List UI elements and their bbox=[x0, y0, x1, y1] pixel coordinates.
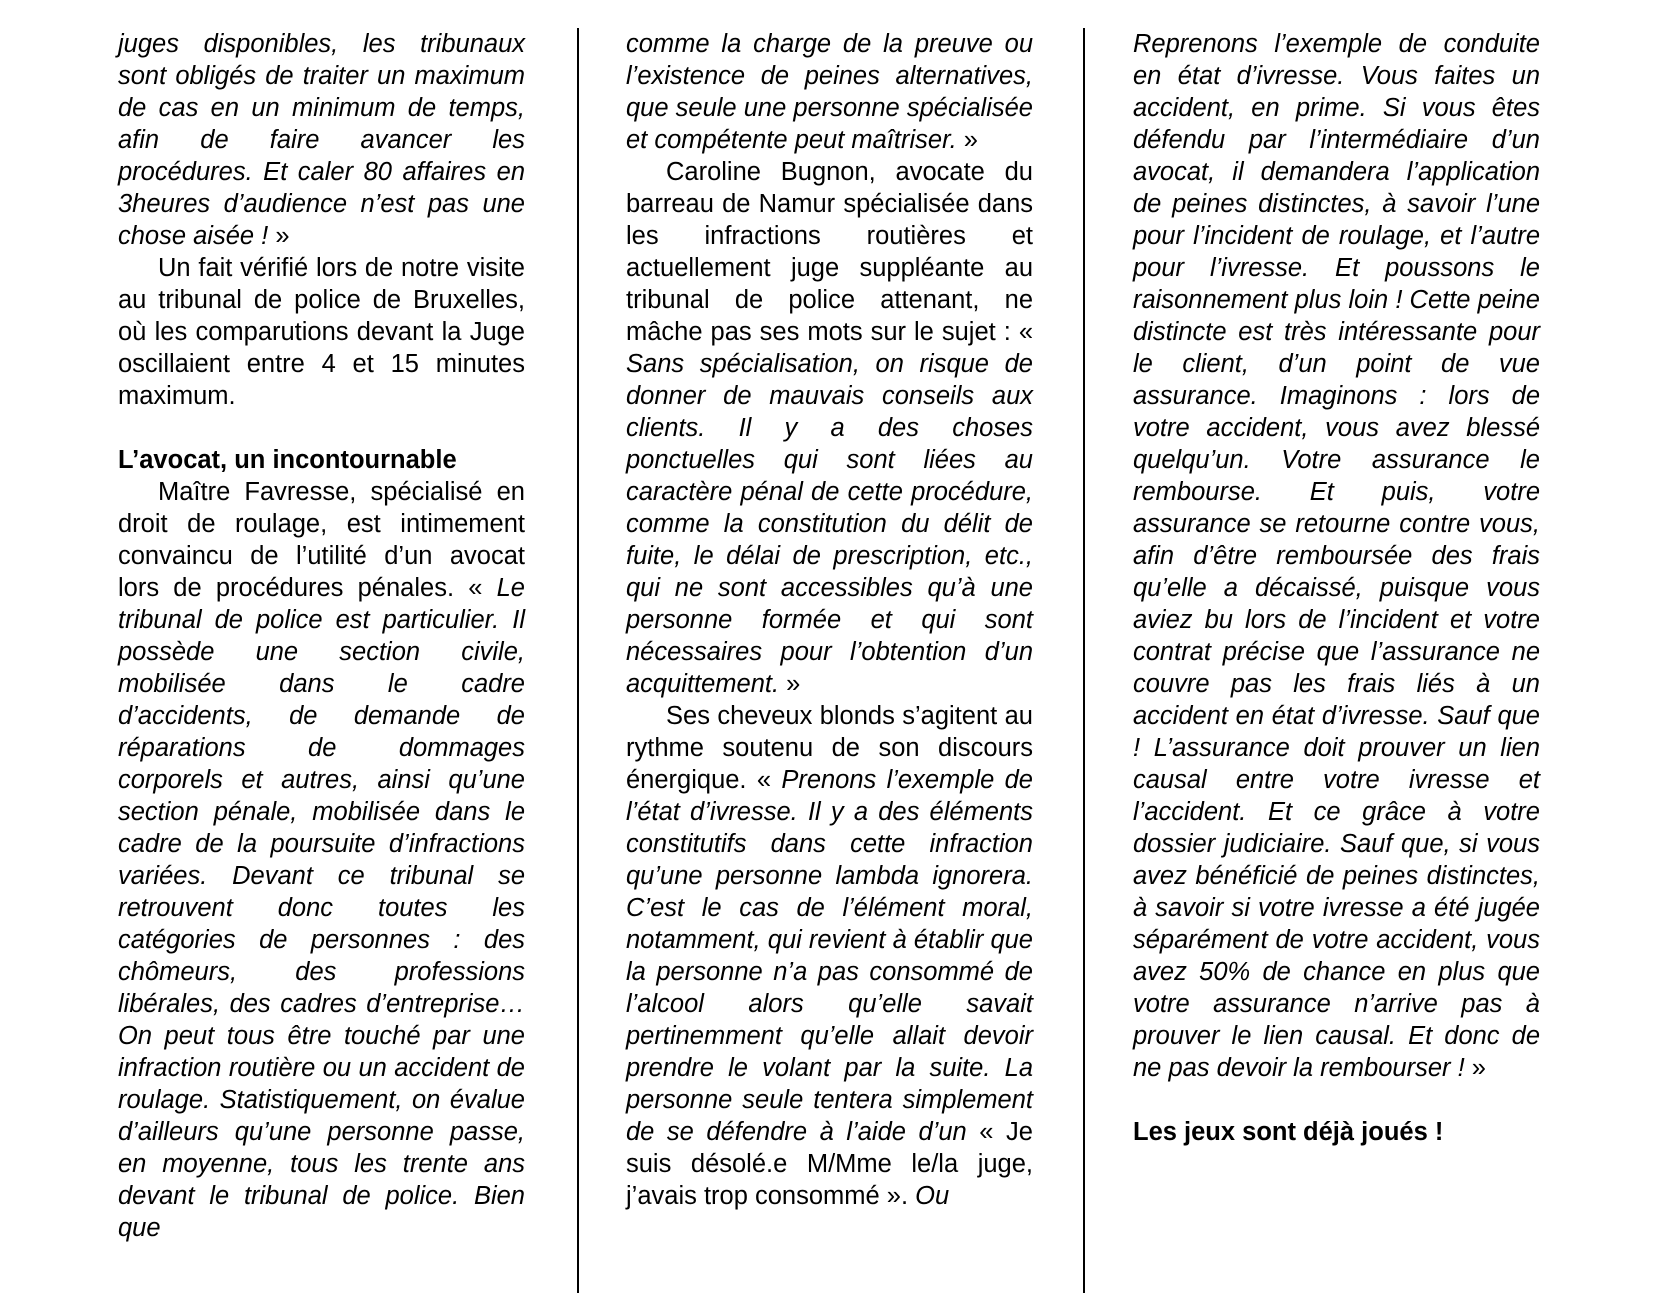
body-text: Maître Favresse, spécialisé en droit de roulage, est intimement convaincu de l’utilité d’un avocat lors de procédures pénales. « bbox=[118, 478, 525, 602]
column-1 bbox=[118, 28, 525, 1244]
paragraph bbox=[118, 28, 525, 252]
body-text: » bbox=[1464, 1054, 1486, 1082]
body-text: Un fait vérifié lors de notre visite au tribunal de police de Bruxelles, où les comparutions devant la Juge oscillaient entre 4 et 15 minutes maximum. bbox=[118, 254, 525, 410]
column-3 bbox=[1133, 28, 1540, 1148]
body-text: Ses cheveux blonds s’agitent au rythme soutenu de son discours énergique. « bbox=[626, 702, 1033, 794]
paragraph bbox=[118, 252, 525, 412]
quote-text: Reprenons l’exemple de conduite en état d’ivresse. Vous faites un accident, en prime. Si vous êtes défendu par l’intermédiaire d’un avocat, il demandera l’application de peines distinctes, à savoir l’une pour l’incident de roulage, et l’autre pour l’ivresse. Et poussons le raisonnement plus loin ! Cette peine distincte est très intéressante pour le client, d’un point de vue assurance. Imaginons : lors de votre accident, vous avez blessé quelqu’un. Votre assurance le rembourse. Et puis, votre assurance se retourne contre vous, afin d’être remboursée des frais qu’elle a décaissé, puisque vous aviez bu lors de l’incident et votre contrat précise que l’assurance ne couvre pas les frais liés à un accident en état d’ivresse. Sauf que ! L’assurance doit prouver un lien causal entre votre ivresse et l’accident. Et ce grâce à votre dossier judiciaire. Sauf que, si vous avez bénéficié de peines distinctes, à savoir si votre ivresse a été jugée séparément de votre accident, vous avez 50% de chance en plus que votre assurance n’arrive pas à prouver le lien causal. Et donc de ne pas devoir la rembourser ! bbox=[1133, 30, 1540, 1082]
paragraph-spacer bbox=[1133, 1084, 1540, 1116]
quote-text: comme la charge de la preuve ou l’existence de peines alternatives, que seule une personne spécialisée et compétente peut maîtriser. bbox=[626, 30, 1033, 154]
quote-text: Le tribunal de police est particulier. Il possède une section civile, mobilisée dans le cadre d’accidents, de demande de réparations de dommages corporels et autres, ainsi qu’une section pénale, mobilisée dans le cadre de la poursuite d’infractions variées. Devant ce tribunal se retrouvent donc toutes les catégories de personnes : des chômeurs, des professions libérales, des cadres d’entreprise… On peut tous être touché par une infraction routière ou un accident de roulage. Statistiquement, on évalue d’ailleurs qu’une personne passe, en moyenne, tous les trente ans devant le tribunal de police. Bien que bbox=[118, 574, 525, 1242]
paragraph bbox=[1133, 28, 1540, 1084]
column-2 bbox=[626, 28, 1033, 1212]
quote-text: Sans spécialisation, on risque de donner de mauvais conseils aux clients. Il y a des choses ponctuelles qui sont liées au caractère pénal de cette procédure, comme la constitution du délit de fuite, le délai de prescription, etc., qui ne sont accessibles qu’à une personne formée et qui sont nécessaires pour l’obtention d’un acquittement. bbox=[626, 350, 1033, 698]
body-text: « Je suis désolé.e M/Mme le/la juge, j’avais trop consommé ». bbox=[626, 1118, 1033, 1210]
section-heading: L’avocat, un incontournable bbox=[118, 446, 457, 474]
paragraph bbox=[626, 700, 1033, 1212]
section-heading: Les jeux sont déjà joués ! bbox=[1133, 1118, 1444, 1146]
column-divider bbox=[577, 28, 579, 1293]
quote-text: juges disponibles, les tribunaux sont obligés de traiter un maximum de cas en un minimum de temps, afin de faire avancer les procédures. Et caler 80 affaires en 3heures d’audience n’est pas une chose aisée ! bbox=[118, 30, 525, 250]
body-text: Caroline Bugnon, avocate du barreau de Namur spécialisée dans les infractions routières et actuellement juge suppléante au tribunal de police attenant, ne mâche pas ses mots sur le sujet : « bbox=[626, 158, 1033, 346]
quote-text: Ou bbox=[915, 1182, 950, 1210]
quote-text: Prenons l’exemple de l’état d’ivresse. Il y a des éléments constitutifs dans cette infraction qu’une personne lambda ignorera. C’est le cas de l’élément moral, notamment, qui revient à établir que la personne n’a pas consommé de l’alcool alors qu’elle savait pertinemment qu’elle allait devoir prendre le volant par la suite. La personne seule tentera simplement de se défendre à l’aide d’un bbox=[626, 766, 1033, 1146]
paragraph bbox=[118, 476, 525, 1244]
paragraph bbox=[626, 28, 1033, 156]
paragraph bbox=[626, 156, 1033, 700]
paragraph-spacer bbox=[118, 412, 525, 444]
body-text: » bbox=[956, 126, 978, 154]
body-text: » bbox=[268, 222, 290, 250]
body-text: » bbox=[779, 670, 801, 698]
column-divider bbox=[1083, 28, 1085, 1293]
